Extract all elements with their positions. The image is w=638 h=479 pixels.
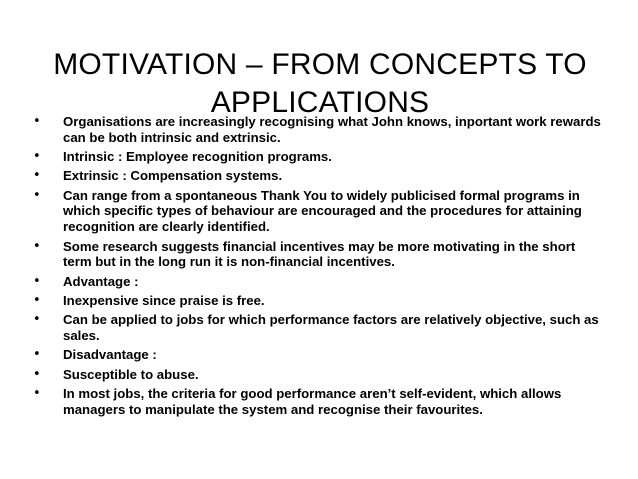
bullet-icon: • [33,238,41,254]
bullet-icon: • [33,385,41,401]
bullet-text: Advantage : [63,273,139,289]
bullet-text: Some research suggests financial incentives may be more motivating in the short term but in the long run it is non-financial incentives. [63,238,576,270]
bullet-icon: • [33,366,41,382]
bullet-icon: • [33,168,41,184]
slide-title-line-2: APPLICATIONS [210,86,430,120]
bullet-icon: • [33,187,41,203]
bullet-text: Susceptible to abuse. [63,366,199,382]
bullet-icon: • [33,347,41,363]
bullet-item-2 [32,149,607,165]
bullet-item-3 [32,168,607,184]
bullet-text: Disadvantage : [63,347,157,363]
slide-title-line-1: MOTIVATION – FROM CONCEPTS TO [53,48,587,82]
bullet-icon: • [33,273,41,289]
bullet-item-9 [32,347,607,363]
bullet-icon: • [33,149,41,165]
bullet-item-4 [32,188,607,235]
bullet-text: Can be applied to jobs for which performance factors are relatively objective, such as sales. [63,312,599,344]
bullet-item-8 [32,312,607,344]
bullet-text: Extrinsic : Compensation systems. [63,168,283,184]
bullet-item-1 [32,114,607,146]
bullet-text: In most jobs, the criteria for good performance aren’t self-evident, which allows managers to manipulate the system and recognise their favourites. [63,385,562,417]
bullet-item-5 [32,239,607,271]
bullet-icon: • [33,312,41,328]
bullet-item-10 [32,367,607,383]
bullet-list [32,114,607,421]
bullet-item-7 [32,293,607,309]
bullet-icon: • [33,114,41,129]
bullet-text: Intrinsic : Employee recognition programs. [63,149,332,165]
bullet-item-11 [32,386,607,418]
bullet-item-6 [32,274,607,290]
bullet-text: Inexpensive since praise is free. [63,292,265,308]
bullet-text: Can range from a spontaneous Thank You to widely publicised formal programs in which specific types of behaviour are encouraged and the procedures for attaining recognition are clearly identified. [63,187,582,235]
slide-title [40,46,600,122]
bullet-text: Organisations are increasingly recognising what John knows, inportant work rewards can be both intrinsic and extrinsic. [63,114,601,145]
bullet-icon: • [33,292,41,308]
